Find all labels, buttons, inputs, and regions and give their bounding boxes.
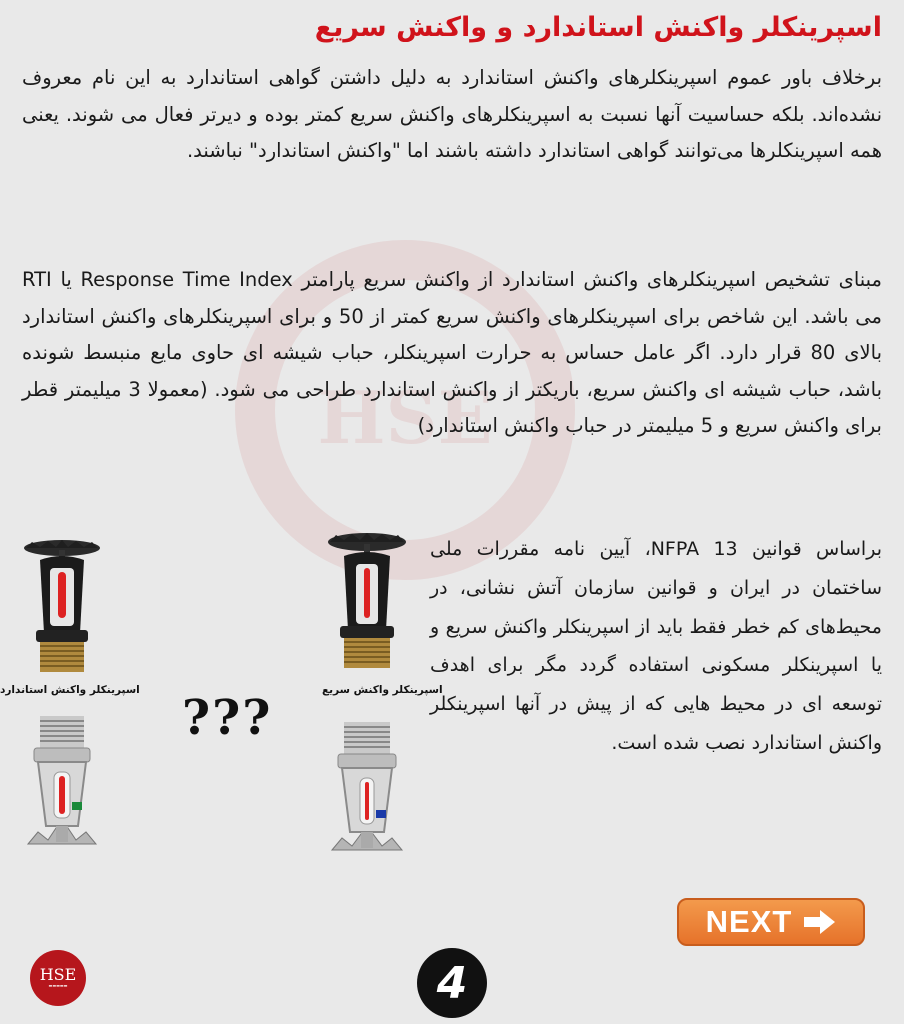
caption-standard-sprinkler: اسپرینکلر واکنش استاندارد: [0, 684, 140, 696]
next-button-label: NEXT: [705, 904, 793, 939]
question-marks: ???: [182, 690, 273, 746]
hse-logo: [30, 950, 86, 1006]
page-number: 4: [417, 948, 487, 1018]
paragraph-rti: مبنای تشخیص اسپرینکلرهای واکنش استاندارد از واکنش سریع پارامتر Response Time Index یا RTI می باشد. این شاخص برای اسپرینکلرهای واکنش سریع کمتر از 50 و برای اسپرینکلرهای واکنش استاندارد بالای 80 قرار دارد. اگر عامل حساس به حرارت اسپرینکلر، حباب شیشه ای حاوی مایع منبسط شونده باشد، حباب شیشه ای واکنش سریع، باریکتر از واکنش استاندارد طراحی می شود. (معمولا 3 میلیمتر قطر برای واکنش سریع و 5 میلیمتر در حباب واکنش استاندارد): [22, 268, 883, 437]
fast-pendent-sprinkler-icon: [326, 530, 408, 670]
next-button[interactable]: [677, 898, 865, 946]
hse-logo-text: HSE: [39, 965, 77, 984]
watermark-text: HSE: [317, 375, 493, 460]
paragraph-intro: برخلاف باور عموم اسپرینکلرهای واکنش استاندارد به دلیل داشتن گواهی استاندارد به این نام معروف نشده‌اند. بلکه حساسیت آنها نسبت به اسپرینکلرهای واکنش سریع کمتر بوده و دیرتر فعال می شوند. یعنی همه اسپرینکلرها می‌توانند گواهی استاندارد داشته باشند اما "واکنش استاندارد" نباشند.: [22, 66, 882, 162]
arrow-right-icon: [802, 909, 836, 935]
standard-upright-sprinkler-icon: [26, 716, 98, 860]
hse-logo-underline: ▬▬▬▬▬: [48, 983, 68, 988]
fast-upright-sprinkler-icon: [330, 722, 404, 866]
page-title: اسپرینکلر واکنش استاندارد و واکنش سریع: [314, 12, 882, 43]
paragraph-regulations: براساس قوانین NFPA 13، آیین نامه مقررات ملی ساختمان در ایران و قوانین سازمان آتش نشانی، در محیط‌های کم خطر فقط باید از اسپرینکلر واکنش سریع و یا اسپرینکلر مسکونی استفاده گردد مگر برای اهدف توسعه ای در محیط هایی که از پیش در آنها اسپرینکلر واکنش استاندارد نصب شده است.: [430, 538, 882, 754]
caption-fast-sprinkler: اسپرینکلر واکنش سریع: [322, 684, 443, 696]
standard-pendent-sprinkler-icon: [22, 538, 102, 673]
